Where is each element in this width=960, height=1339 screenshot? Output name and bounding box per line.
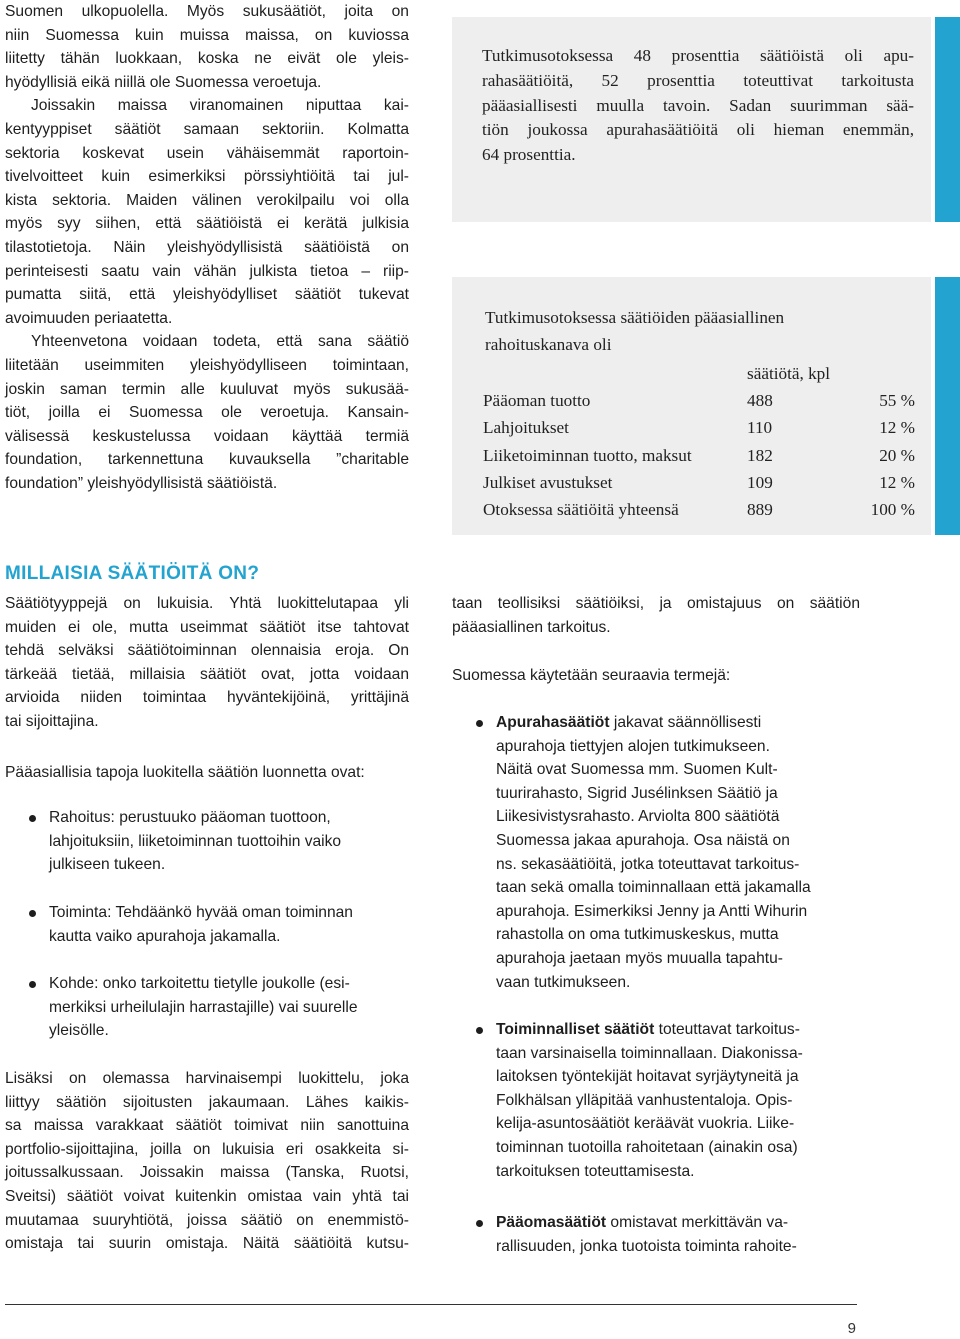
term-name: Apurahasäätiöt <box>496 714 610 731</box>
row-label: Julkiset avustukset <box>483 472 613 492</box>
row-percent: 55 % <box>879 391 915 411</box>
funding-table <box>483 360 915 523</box>
box-accent-bar <box>935 277 960 535</box>
text-line: sa maissa varakkaat säätiöt toimivat niin sanottuina <box>5 1117 409 1135</box>
text-line: foundation, tarkennettuna kuvauksella ”charitable <box>5 451 409 469</box>
row-percent: 12 % <box>879 418 915 438</box>
footer-rule <box>5 1304 857 1305</box>
bullet-icon <box>29 910 36 917</box>
list-item-text: tuurirahasto, Sigrid Jusélinksen Säätiö ja <box>496 784 778 802</box>
text-line: sektoria koskevat usein vähäisemmät raportoin- <box>5 144 409 162</box>
text-line: Tutkimusotoksessa 48 prosenttia säätiöistä oli apu- <box>482 46 914 65</box>
term-text: jakavat säännöllisesti <box>609 714 762 731</box>
list-item-text: lahjoituksiin, liiketoiminnan tuottoihin vaiko <box>49 832 342 850</box>
column-header: säätiötä, kpl <box>747 364 831 383</box>
text-line: Lisäksi on olemassa harvinaisempi luokittelu, joka <box>5 1070 409 1087</box>
list-item-text: kautta vaiko apurahoja jakamalla. <box>49 927 281 945</box>
bullet-icon <box>29 981 36 988</box>
table-row <box>483 442 915 469</box>
closing-paragraph <box>5 1067 409 1256</box>
row-count: 488 <box>747 391 773 411</box>
text-line: muiden ei ole, mutta useimmat säätiöt itse tahtovat <box>5 618 409 636</box>
list-item-text: apurahoja. Esimerkiksi Jenny ja Antti Wihurin <box>496 902 808 920</box>
row-count: 889 <box>747 499 773 519</box>
list-item-text: apurahoja jaetaan myös muualla tapahtu- <box>496 950 783 967</box>
list-item-text: Suomessa jakaa apurahoja. Osa näistä on <box>496 832 790 849</box>
text-line: 64 prosenttia. <box>482 145 576 165</box>
term-name: Toiminnalliset säätiöt <box>496 1021 655 1038</box>
list-item-text: Liikesivistysrahasto. Arviolta 800 säätiötä <box>496 808 780 826</box>
grant-share-text <box>482 44 914 168</box>
text-line: Joissakin maissa viranomainen niputtaa kai- <box>31 97 409 115</box>
table-header-row <box>483 360 915 387</box>
list-item-text: Näitä ovat Suomessa mm. Suomen Kult- <box>496 761 778 779</box>
list-item-text: julkiseen tukeen. <box>49 856 166 874</box>
text-line: tärkeää tietää, millaisia säätiöt ovat, jotta voidaan <box>5 665 409 683</box>
list-item-text <box>496 711 761 735</box>
list-item-text: ns. sekasäätiöitä, jotka toteuttavat tarkoitus- <box>496 855 800 873</box>
text-line: Yhteenvetona voidaan todeta, että sana säätiö <box>31 333 409 351</box>
bullet-icon <box>476 1220 483 1227</box>
funding-channel-box <box>452 277 960 535</box>
text-line: portfolio-sijoittajina, joilla on lukuisia eri osakkeita si- <box>5 1140 409 1158</box>
list-item-text: vaan tutkimukseen. <box>496 973 631 991</box>
row-percent: 20 % <box>879 445 915 465</box>
text-line: kentyyppiset säätiöt samaan sektoriin. Kolmatta <box>5 120 409 138</box>
text-line: hyödyllisiä eikä niillä ole Suomessa veroetuja. <box>5 73 322 91</box>
list-item-text: toiminnan tuotoilla rahoitetaan (ainakin osa) <box>496 1139 798 1156</box>
list-item-text <box>496 1211 788 1235</box>
term-text: omistavat merkittävän va- <box>606 1214 789 1231</box>
term-name: Pääomasäätiöt <box>496 1214 607 1231</box>
row-count: 182 <box>747 445 773 465</box>
text-line: liittyy säätiön sijoitusten jakaumaan. Lähes kaikis- <box>5 1093 409 1111</box>
list-item-text: Folkhälsan ylläpitää vanhustentaloja. Opis- <box>496 1091 793 1109</box>
list-item-text: Rahoitus: perustuuko pääoman tuottoon, <box>49 809 331 826</box>
continuation-paragraph <box>452 592 860 639</box>
row-label: Liiketoiminnan tuotto, maksut <box>483 445 692 465</box>
text-line: Suomessa käytetään seuraavia termejä: <box>452 667 731 684</box>
list-item-text: laitoksen työntekijät hoitavat syrjäytyneitä ja <box>496 1068 799 1086</box>
term-text: toteuttavat tarkoitus- <box>654 1021 800 1038</box>
text-line: pääasiallisesti muulla tavoin. Sadan suurimman sää- <box>482 95 914 115</box>
text-line: Säätiötyyppejä on lukuisia. Yhtä luokittelutapaa yli <box>5 595 409 612</box>
section-heading: MILLAISIA SÄÄTIÖITÄ ON? <box>5 563 260 584</box>
table-caption: Tutkimusotoksessa säätiöiden pääasiallinen <box>485 308 785 327</box>
text-line: rahasäätiöitä, 52 prosenttia toteuttivat tarkoitusta <box>482 70 914 90</box>
row-label: Lahjoitukset <box>483 418 569 438</box>
row-percent: 12 % <box>879 472 915 492</box>
text-line: joskin saman termin alle kuuluvat myös sukusää- <box>5 380 409 398</box>
table-row <box>483 469 915 496</box>
section-paragraph <box>5 592 409 734</box>
list-item-text: apurahoja tiettyjen alojen tutkimukseen. <box>496 737 770 755</box>
bullet-icon <box>476 1027 483 1034</box>
list-item-text: tarkoituksen toteuttamisesta. <box>496 1162 695 1180</box>
text-line: pääasiallinen tarkoitus. <box>452 618 611 636</box>
row-label: Otoksessa säätiöitä yhteensä <box>483 499 679 519</box>
terms-intro <box>452 664 860 688</box>
classify-intro <box>5 761 409 785</box>
text-line: omistaja tai suurin omistaja. Näitä säätiöitä kutsu- <box>5 1235 409 1253</box>
text-line: tivelvoitteet kuin esimerkiksi pörssiyhtiöitä tai jul- <box>5 168 409 186</box>
text-line: liitetään useimmiten yleishyödylliseen toimintaan, <box>5 356 409 374</box>
text-line: taan teollisiksi säätiöiksi, ja omistajuus on säätiön <box>452 595 860 612</box>
text-line: muutamaa suuryhtiötä, joissa säätiö on enemmistö- <box>5 1211 409 1229</box>
list-item-text: kelija-asuntosäätiöt keräävät vuokria. Liike- <box>496 1115 795 1133</box>
list-item-text <box>496 1018 800 1042</box>
row-label: Pääoman tuotto <box>483 391 591 411</box>
list-item-text: merkiksi urheilulajin harrastajille) vai suurelle <box>49 998 358 1016</box>
text-line: niin Suomessa kuin muissa maissa, on kuviossa <box>5 26 409 44</box>
box-accent-bar <box>935 17 960 222</box>
list-item-text: rahastolla on oma tutkimuskeskus, mutta <box>496 926 779 944</box>
row-count: 110 <box>747 418 773 438</box>
list-item-text: Kohde: onko tarkoitettu tietylle joukolle (esi- <box>49 975 350 992</box>
text-line: pumatta siitä, että yleishyödylliset säätiöt tukevat <box>5 286 409 304</box>
list-item-text: taan varsinaisella toiminnallaan. Diakonissa- <box>496 1044 803 1062</box>
text-line: tiöt, joilla ei Suomessa ole veroetuja. Kansain- <box>5 404 409 422</box>
page-number: 9 <box>847 1320 856 1337</box>
bullet-icon <box>29 815 36 822</box>
text-line: liitetty tähän luokkaan, koska ne eivät ole yleis- <box>5 50 409 68</box>
text-line: tai sijoittajina. <box>5 712 99 730</box>
text-line: foundation” yleishyödyllisistä säätiöistä. <box>5 474 278 492</box>
row-count: 109 <box>747 472 773 492</box>
text-line: Suomen ulkopuolella. Myös sukusäätiöt, joita on <box>5 3 409 20</box>
text-line: kista sektoria. Maiden välinen verokilpailu voi olla <box>5 191 409 209</box>
row-percent: 100 % <box>870 499 915 519</box>
text-line: Pääasiallisia tapoja luokitella säätiön luonnetta ovat: <box>5 764 365 781</box>
list-item-text: Toiminta: Tehdäänkö hyvää oman toiminnan <box>49 904 353 921</box>
text-line: arvioida niiden toimintaa hyväntekijöinä, yrittäjinä <box>5 689 409 707</box>
text-line: perinteisesti saatu vain vähän julkista tietoa – riip- <box>5 262 409 280</box>
list-item-text: rallisuuden, jonka tuotoista toiminta rahoite- <box>496 1237 797 1255</box>
table-caption: rahoituskanava oli <box>485 335 612 355</box>
text-line: tehdä selväksi säätiötoiminnan olennaisia eroja. On <box>5 642 409 660</box>
text-line: välisessä keskustelussa voidaan käyttää termiä <box>5 427 409 445</box>
table-row <box>483 496 915 523</box>
text-line: myös syy siihen, että säätiöistä ei kerätä julkisia <box>5 215 409 233</box>
table-row <box>483 414 915 441</box>
bullet-icon <box>476 720 483 727</box>
list-item-text: yleisölle. <box>49 1022 109 1040</box>
list-item-text: taan sekä omalla toiminnallaan että jakamalla <box>496 879 811 897</box>
grant-share-box <box>452 17 960 222</box>
text-line: tilastotietoja. Näin yleishyödyllisistä säätiöistä on <box>5 238 409 256</box>
text-line: tiön joukossa apurahasäätiöitä oli hieman enemmän, <box>482 120 914 140</box>
text-line: joitussalkussaan. Joissakin maissa (Tanska, Ruotsi, <box>5 1164 409 1182</box>
intro-paragraph <box>5 0 409 495</box>
text-line: Sveitsi) säätiöt voivat kuitenkin omistaa vain yhtä tai <box>5 1187 409 1205</box>
table-row <box>483 387 915 414</box>
text-line: avoimuuden periaatetta. <box>5 309 173 327</box>
